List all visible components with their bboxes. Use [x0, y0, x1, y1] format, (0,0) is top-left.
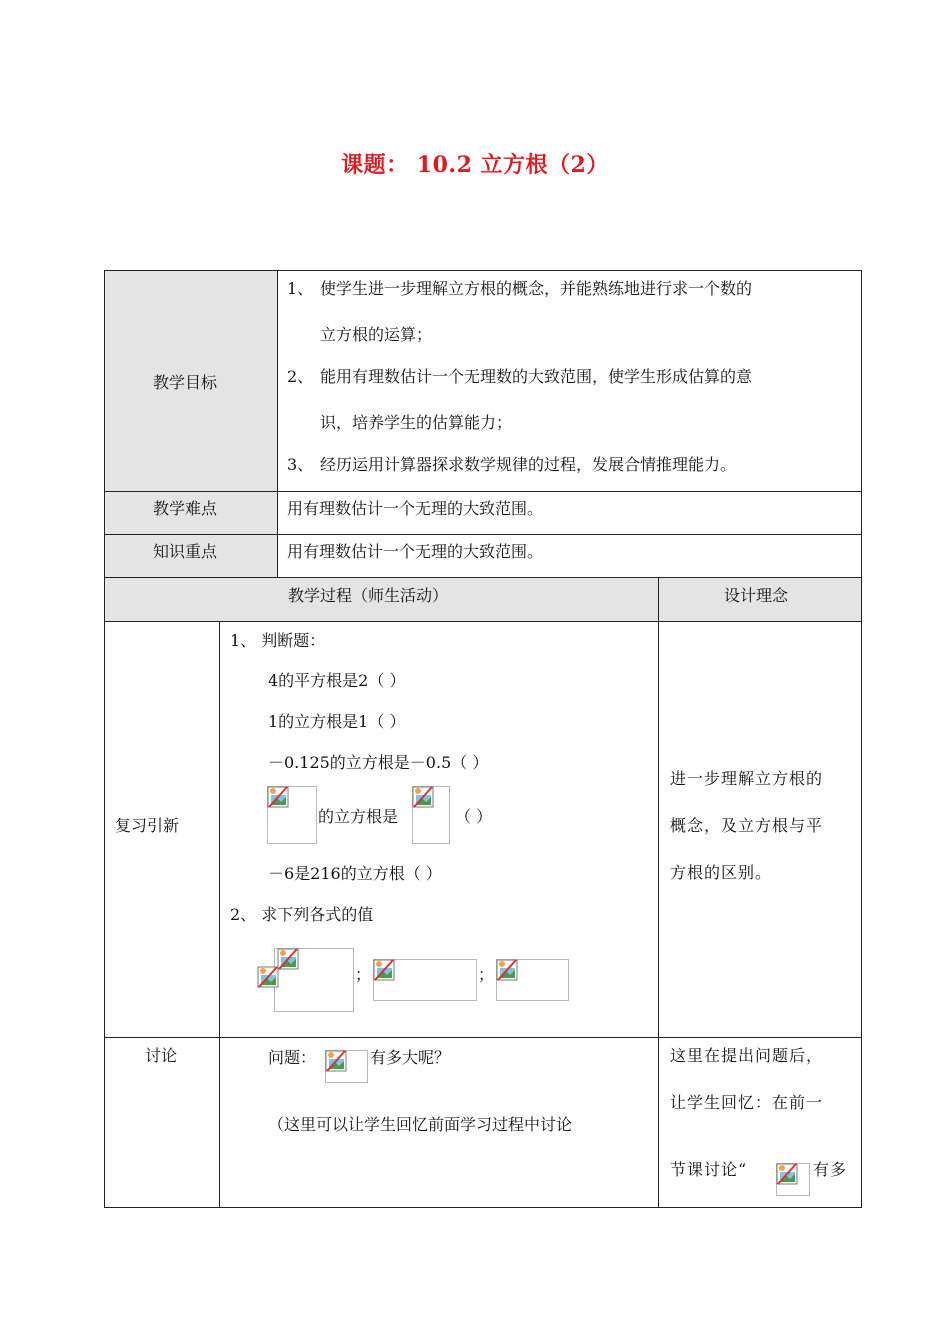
- goal-3-line-1: 经历运用计算器探求数学规律的过程，发展合情推理能力。: [320, 455, 737, 474]
- discussion-concept-image: [776, 1163, 810, 1196]
- goal-2-number: 2、: [287, 367, 314, 386]
- discussion-concept-line-3-prefix: 节课讨论“: [670, 1160, 748, 1179]
- difficulty-label: 教学难点: [153, 499, 218, 518]
- discussion-note: （这里可以让学生回忆前面学习过程中讨论: [268, 1115, 573, 1134]
- review-label: 复习引新: [115, 816, 180, 835]
- difficulty-text: 用有理数估计一个无理的大致范围。: [287, 499, 544, 518]
- goal-3-number: 3、: [287, 455, 314, 474]
- judge-item-1: 4的平方根是2（ ）: [268, 671, 406, 690]
- process-header: 教学过程（师生活动）: [288, 586, 449, 605]
- broken-image-icon: [776, 1163, 798, 1185]
- broken-image-icon: [267, 786, 289, 808]
- broken-image-icon: [373, 959, 395, 981]
- judge-item-4-end: （ ）: [455, 807, 493, 826]
- discussion-concept-line-3-suffix: 有多: [813, 1160, 848, 1179]
- expression-image-1: [257, 948, 354, 1012]
- separator-2: ；: [478, 965, 495, 984]
- discussion-formula-image: [325, 1050, 368, 1083]
- expression-image-2: [373, 959, 477, 1001]
- question-1-title: 1、 判断题：: [230, 631, 326, 650]
- discussion-concept-line-1: 这里在提出问题后，: [670, 1046, 824, 1065]
- discussion-question-prefix: 问题：: [268, 1048, 317, 1067]
- review-concept-line-3: 方根的区别。: [670, 863, 773, 882]
- review-concept-line-2: 概念，及立方根与平: [670, 816, 824, 835]
- goal-2-line-2: 识，培养学生的估算能力；: [320, 413, 513, 432]
- separator-1: ；: [355, 965, 372, 984]
- goal-1-number: 1、: [287, 279, 314, 298]
- concept-header: 设计理念: [724, 586, 789, 605]
- judge-item-4-middle: 的立方根是: [318, 807, 399, 826]
- broken-image-icon: [257, 966, 279, 988]
- expression-image-3: [496, 959, 569, 1001]
- judge-item-3: －0.125的立方根是－0.5（ ）: [268, 753, 489, 772]
- discussion-concept-line-2: 让学生回忆：在前一: [670, 1093, 824, 1112]
- discussion-label: 讨论: [145, 1046, 178, 1065]
- formula-image-1: [267, 786, 317, 844]
- review-concept-line-1: 进一步理解立方根的: [670, 769, 824, 788]
- broken-image-icon: [412, 786, 434, 808]
- broken-image-icon: [277, 948, 299, 970]
- judge-item-5: －6是216的立方根（ ）: [268, 864, 442, 883]
- judge-item-2: 1的立方根是1（ ）: [268, 712, 406, 731]
- broken-image-icon: [325, 1050, 347, 1072]
- keypoint-label: 知识重点: [153, 542, 218, 561]
- keypoint-text: 用有理数估计一个无理的大致范围。: [287, 542, 544, 561]
- lesson-title: 课题： 10.2 立方根（2）: [341, 152, 609, 178]
- discussion-question-suffix: 有多大呢？: [370, 1048, 451, 1067]
- goal-1-line-1: 使学生进一步理解立方根的概念，并能熟练地进行求一个数的: [320, 279, 753, 298]
- goals-label: 教学目标: [153, 373, 218, 392]
- goal-1-line-2: 立方根的运算；: [320, 325, 433, 344]
- broken-image-icon: [496, 959, 518, 981]
- question-2-title: 2、 求下列各式的值: [230, 905, 374, 924]
- goal-2-line-1: 能用有理数估计一个无理数的大致范围，使学生形成估算的意: [320, 367, 753, 386]
- formula-image-2: [412, 786, 450, 844]
